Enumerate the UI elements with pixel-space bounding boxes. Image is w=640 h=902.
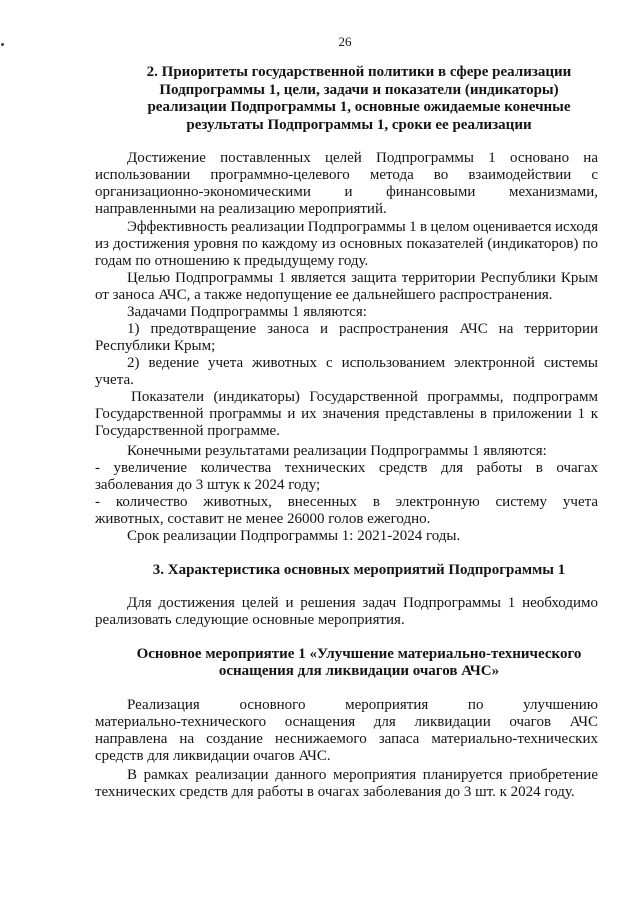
text-line: Срок реализации Подпрограммы 1: 2021-2024 годы.: [127, 527, 461, 544]
heading-line: Подпрограммы 1, цели, задачи и показатели (индикаторы): [159, 81, 559, 98]
text-line: Эффективность реализации Подпрограммы 1 в целом оценивается исходя: [127, 218, 598, 235]
text-line: Для достижения целей и решения задач Подпрограммы 1 необходимо: [127, 594, 598, 611]
heading-line: Основное мероприятие 1 «Улучшение материально-технического: [136, 645, 582, 662]
paragraph-effectiveness: [95, 219, 598, 271]
heading-line: результаты Подпрограммы 1, сроки ее реализации: [186, 116, 532, 133]
text-line: Конечными результатами реализации Подпрограммы 1 являются:: [127, 442, 547, 459]
paragraph-indicators: [95, 389, 598, 441]
text-line: годам по отношению к предыдущему году.: [95, 252, 369, 269]
text-line: технических средств для работы в очагах заболевания до 3 шт. к 2024 году.: [95, 783, 575, 800]
text-line: материально-технического оснащения для ликвидации очагов АЧС: [95, 713, 598, 730]
paragraph-measure-plan: [95, 767, 598, 801]
text-line: заболевания до 3 штук к 2024 году;: [95, 476, 321, 493]
text-line: Реализация основного мероприятия по улучшению: [127, 696, 598, 713]
paragraph-measures-intro: [95, 595, 598, 629]
text-line: использовании программно-целевого метода во взаимодействии с: [95, 166, 598, 183]
text-line: реализовать следующие основные мероприятия.: [95, 611, 405, 628]
text-line: Задачами Подпрограммы 1 являются:: [127, 303, 367, 320]
text-line: средств для ликвидации очагов АЧС.: [95, 748, 331, 765]
text-line: Показатели (индикаторы) Государственной программы, подпрограмм: [131, 388, 598, 405]
heading-line: оснащения для ликвидации очагов АЧС»: [218, 663, 500, 680]
text-line: - увеличение количества технических средств для работы в очагах: [95, 459, 598, 476]
paragraph-approach: [95, 150, 598, 219]
heading-line: 3. Характеристика основных мероприятий Подпрограммы 1: [152, 561, 566, 578]
result-item-2: [95, 494, 598, 528]
paragraph-measure-description: [95, 697, 598, 766]
text-line: направлена на создание неснижаемого запаса материально-технических: [95, 730, 598, 747]
paragraph-goal: [95, 270, 598, 304]
task-item-2: [95, 355, 598, 389]
paragraph-timeline: [95, 528, 598, 545]
text-line: - количество животных, внесенных в электронную систему учета: [95, 493, 598, 510]
text-line: животных, составит не менее 26000 голов ежегодно.: [95, 510, 431, 527]
page-number: 26: [338, 34, 352, 49]
text-line: Государственной программы и их значения представлены в приложении 1 к: [95, 405, 598, 422]
heading-line: 2. Приоритеты государственной политики в сфере реализации: [146, 64, 572, 80]
text-line: Целью Подпрограммы 1 является защита территории Республики Крым: [127, 269, 598, 286]
text-line: Государственной программе.: [95, 422, 280, 439]
section-2-heading: [120, 64, 598, 134]
text-line: Достижение поставленных целей Подпрограммы 1 основано на: [127, 149, 598, 166]
scan-mark: [1, 43, 4, 46]
text-line: направленными на реализацию мероприятий.: [95, 201, 387, 218]
heading-line: реализации Подпрограммы 1, основные ожидаемые конечные: [147, 99, 571, 116]
text-line: 2) ведение учета животных с использованием электронной системы: [127, 354, 598, 371]
paragraph-tasks-intro: [95, 304, 598, 321]
task-item-1: [95, 321, 598, 355]
measure-1-heading: [120, 646, 598, 681]
text-line: Республики Крым;: [95, 337, 216, 354]
text-line: организационно-экономическими и финансовыми механизмами,: [95, 183, 598, 200]
text-line: из достижения уровня по каждому из основных показателей (индикаторов) по: [95, 235, 598, 252]
text-line: от заноса АЧС, а также недопущение ее дальнейшего распространения.: [95, 286, 553, 303]
text-line: учета.: [95, 371, 134, 388]
paragraph-results-intro: [95, 443, 598, 460]
result-item-1: [95, 460, 598, 494]
text-line: 1) предотвращение заноса и распространения АЧС на территории: [127, 320, 598, 337]
text-line: В рамках реализации данного мероприятия планируется приобретение: [127, 766, 598, 783]
section-3-heading: [120, 562, 598, 580]
